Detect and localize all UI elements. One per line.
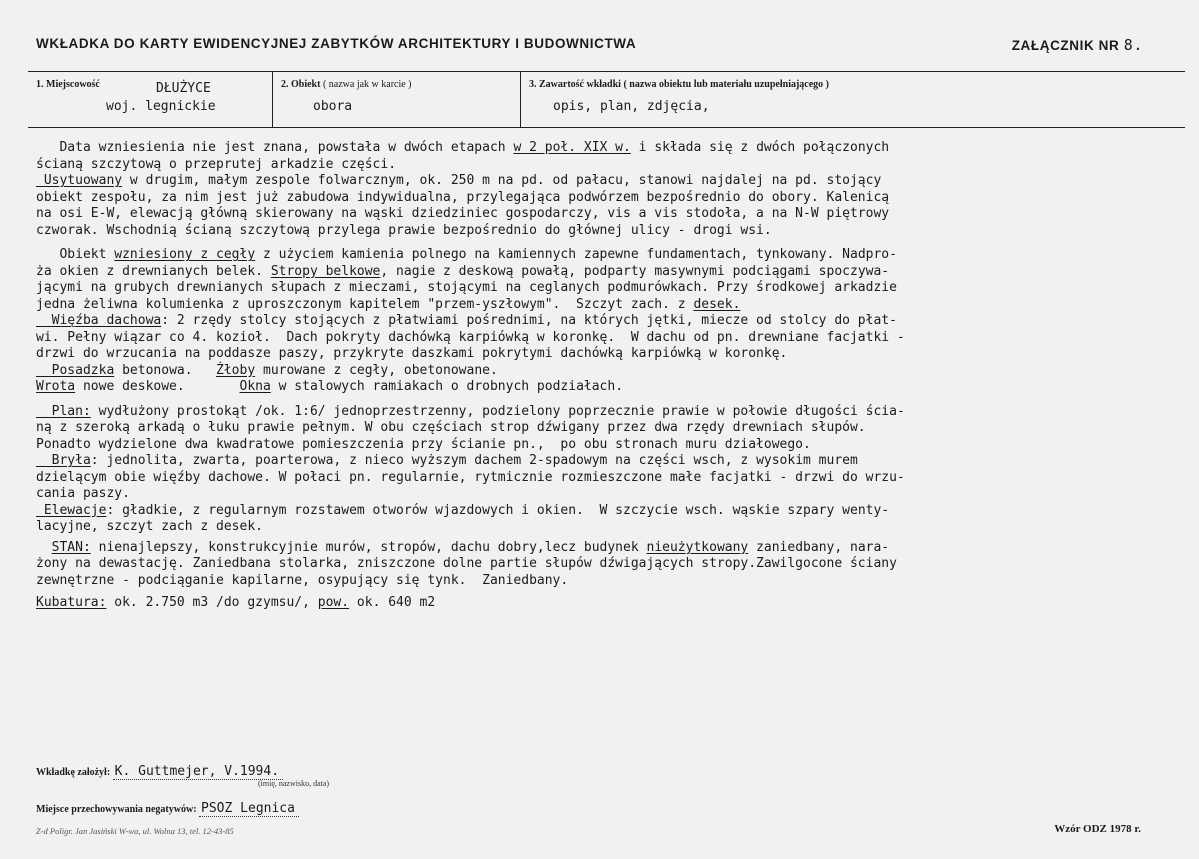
text-line: Wrota nowe deskowe. Okna w stalowych ramiakach o drobnych podziałach. [36, 379, 624, 394]
object-value: obora [313, 99, 353, 114]
text-line: Ponadto wydzielone dwa kwadratowe pomieszczenia przy ścianie pn., po obu stronach muru działowego. [36, 436, 811, 452]
text-line: STAN: nienajlepszy, konstrukcyjnie murów, stropów, dachu dobry,lecz budynek nieużytkowany zaniedbany, nara- [51, 539, 890, 555]
text-line: Usytuowany w drugim, małym zespole folwarcznym, ok. 250 m na pd. od pałacu, stanowi najdalej na pd. stojący [36, 173, 882, 188]
text-line: wi. Pełny wiązar co 4. kozioł. Dach pokryty dachówką karpiówką w koronkę. W dachu od pn. drewniane facjatki - [36, 329, 905, 345]
text-line: na osi E-W, elewacją główną skierowany na wąski dziedziniec gospodarczy, vis a vis stodoła, a na N-W piętrowy [36, 206, 890, 221]
text-line: jącymi na grubych drewnianych słupach z mieczami, stojącymi na ceglanych podmurówkach. Przy środkowej arkadzie [36, 280, 897, 295]
locality-value: DŁUŻYCE [156, 81, 211, 96]
text-line: Plan: wydłużony prostokąt /ok. 1:6/ jednoprzestrzenny, podzielony poprzecznie prawie w połowie długości ścia- [36, 403, 905, 419]
negatives-label: Miejsce przechowywania negatywów: [36, 804, 197, 815]
locality-cell [28, 72, 272, 127]
voivodeship-value: woj. legnickie [106, 99, 216, 114]
author-row [36, 764, 283, 780]
text-line: ża okien z drewnianych belek. Stropy belkowe, nagie z deskową powałą, podparty masywnymi podciągami spoczywa- [36, 263, 890, 279]
text-line: drzwi do wrzucania na poddasze paszy, przykryte daszkami pokrytymi dachówką karpiówką w koronkę. [36, 346, 788, 361]
description-text [36, 140, 1176, 612]
attachment-number: 8. [1123, 36, 1143, 54]
printer-imprint: Z-d Poligr. Jan Jasiński W-wa, ul. Wolna 13, tel. 12-43-85 [36, 826, 234, 836]
object-label: 2. Obiekt ( nazwa jak w karcie ) [281, 79, 412, 90]
text-line: lacyjne, szczyt zach z desek. [36, 519, 263, 534]
text-line: ną z szeroką arkadą o łuku prawie pełnym. W obu częściach strop dźwigany przez dwa rzędy drewniach słupów. [36, 420, 866, 435]
text-line: Bryła: jednolita, zwarta, poarterowa, z nieco wyższym dachem 2-spadowym na części wsch, z wysokim murem [36, 453, 858, 468]
text-line: obiekt zespołu, za nim jest już zabudowa indywidualna, przylegająca podwórzem bezpośrednio do obory. Kalenicą [36, 189, 890, 205]
text-line: jedna żeliwna kolumienka z uproszczonym kapitelem "przem-yszłowym". Szczyt zach. z desek. [36, 296, 741, 312]
attachment-label [1012, 36, 1143, 54]
contents-label: 3. Zawartość wkładki ( nazwa obiektu lub materiału uzupełniającego ) [529, 79, 830, 90]
header-fields-table [28, 71, 1185, 128]
text-line: zewnętrzne - podciąganie kapilarne, osypujący się tynk. Zaniedbany. [36, 572, 569, 588]
text-line: Kubatura: ok. 2.750 m3 /do gzymsu/, pow. ok. 640 m2 [36, 595, 436, 610]
author-label: Wkładkę założył: [36, 767, 111, 778]
form-id: Wzór ODZ 1978 r. [1054, 823, 1141, 835]
text-line: Więźba dachowa: 2 rzędy stolcy stojących z płatwiami pośrednimi, na których jętki, miecze od stolcy do płat- [36, 313, 897, 328]
text-line: ścianą szczytową o przeprutej arkadzie części. [36, 156, 397, 172]
text-line: Obiekt wzniesiony z cegły z użyciem kamienia polnego na kamiennych zapewne fundamentach, tynkowany. Nadpro- [36, 247, 897, 262]
author-hint: (imię, nazwisko, data) [258, 779, 330, 788]
text-line: żony na dewastację. Zaniedbana stolarka, zniszczone dolne partie słupów dźwigających stropy.Zawilgocone ściany [36, 556, 897, 571]
text-line: Data wzniesienia nie jest znana, powstała w dwóch etapach w 2 poł. XIX w. i składa się z dwóch połączonych [36, 140, 890, 155]
contents-cell [520, 72, 1186, 127]
text-line: Elewacje: gładkie, z regularnym rozstawem otworów wjazdowych i okien. W szczycie wsch. wąskie szpary wenty- [36, 502, 890, 518]
object-cell [272, 72, 521, 127]
negatives-row [36, 801, 299, 817]
text-line: czworak. Wschodnią ścianą szczytową przylega prawie bezpośrednio do głównej ulicy - drogi wsi. [36, 222, 772, 238]
text-line: cania paszy. [36, 486, 130, 501]
form-title: WKŁADKA DO KARTY EWIDENCYJNEJ ZABYTKÓW ARCHITEKTURY I BUDOWNICTWA [36, 36, 637, 51]
text-line: dzielącym obie więźby dachowe. W połaci pn. regularnie, rytmicznie rozmieszczone małe facjatki - drzwi do wrzu- [36, 469, 905, 485]
attachment-label-text: ZAŁĄCZNIK NR [1011, 38, 1120, 53]
text-line: Posadzka betonowa. Żłoby murowane z cegły, obetonowane. [36, 362, 498, 378]
author-value: K. Guttmejer, V.1994. [113, 764, 283, 780]
contents-value: opis, plan, zdjęcia, [553, 99, 710, 114]
locality-label: 1. Miejscowość [36, 79, 100, 90]
negatives-value: PSOZ Legnica [199, 801, 299, 817]
